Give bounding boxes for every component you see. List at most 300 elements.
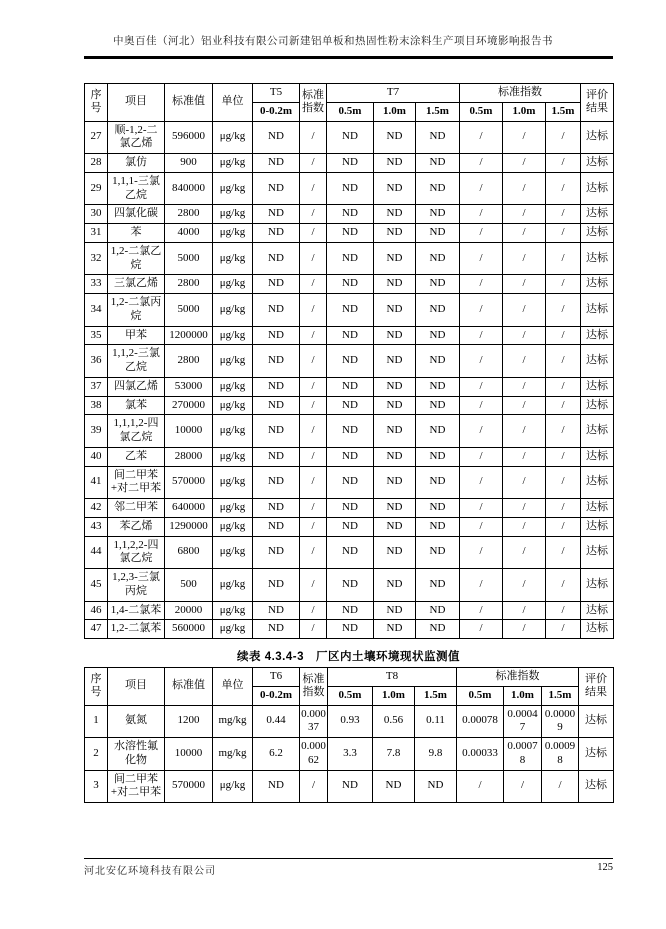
cell: 53000: [165, 377, 213, 396]
cell: 29: [85, 172, 108, 205]
cell: μg/kg: [213, 326, 253, 345]
cell: /: [503, 415, 546, 448]
cell: /: [460, 601, 503, 620]
cell: ND: [416, 154, 460, 173]
cell: ND: [374, 172, 416, 205]
cell: 560000: [165, 620, 213, 639]
table-row: [85, 620, 614, 639]
table-row: [85, 447, 614, 466]
cell: ND: [327, 172, 374, 205]
soil-monitoring-table-2: [84, 667, 614, 803]
cell: 40: [85, 447, 108, 466]
cell: ND: [253, 396, 300, 415]
cell: 1,1,2,2-四氯乙烷: [108, 536, 165, 569]
cell: ND: [374, 569, 416, 602]
cell: ND: [374, 499, 416, 518]
cell: 达标: [581, 415, 614, 448]
cell: μg/kg: [213, 275, 253, 294]
cell: ND: [416, 517, 460, 536]
cell: 0.11: [415, 705, 457, 738]
cell: μg/kg: [213, 345, 253, 378]
cell: ND: [416, 121, 460, 154]
cell: ND: [374, 224, 416, 243]
cell: /: [546, 172, 581, 205]
cell: ND: [253, 172, 300, 205]
cell: ND: [327, 326, 374, 345]
cell: 达标: [581, 620, 614, 639]
cell: 596000: [165, 121, 213, 154]
cell: ND: [416, 242, 460, 275]
col-header-standard-index-group: 标准指数: [460, 84, 581, 103]
cell: 间二甲苯+对二甲苯: [108, 770, 165, 803]
cell: ND: [416, 536, 460, 569]
cell: ND: [253, 121, 300, 154]
table-row: [85, 517, 614, 536]
cell: 0.56: [373, 705, 415, 738]
cell: 苯: [108, 224, 165, 243]
cell: 10000: [165, 738, 213, 771]
cell: /: [503, 326, 546, 345]
cell: ND: [327, 242, 374, 275]
cell: 3: [85, 770, 108, 803]
cell: 达标: [581, 377, 614, 396]
cell: ND: [327, 536, 374, 569]
col-header-depth-1-5: 1.5m: [416, 102, 460, 121]
cell: ND: [253, 517, 300, 536]
cell: ND: [416, 466, 460, 499]
cell: 达标: [581, 536, 614, 569]
cell: μg/kg: [213, 466, 253, 499]
cell: 570000: [165, 466, 213, 499]
cell: 达标: [581, 154, 614, 173]
col-header-sample-t8: T8: [328, 668, 457, 687]
cell: /: [300, 326, 327, 345]
cell: 三氯乙烯: [108, 275, 165, 294]
cell: 41: [85, 466, 108, 499]
cell: μg/kg: [213, 294, 253, 327]
cell: μg/kg: [213, 569, 253, 602]
cell: 1290000: [165, 517, 213, 536]
cell: 1,1,1,2-四氯乙烷: [108, 415, 165, 448]
col-header-depth-surface: 0-0.2m: [253, 686, 300, 705]
cell: ND: [253, 415, 300, 448]
cell: 达标: [581, 447, 614, 466]
cell: 2: [85, 738, 108, 771]
cell: ND: [374, 415, 416, 448]
cell: ND: [253, 294, 300, 327]
cell: ND: [416, 345, 460, 378]
cell: 达标: [581, 294, 614, 327]
page-content: [84, 83, 613, 803]
col-header-standard-index-group: 标准指数: [457, 668, 579, 687]
cell: 570000: [165, 770, 213, 803]
cell: 达标: [579, 770, 614, 803]
cell: /: [460, 154, 503, 173]
cell: ND: [416, 447, 460, 466]
cell: /: [300, 205, 327, 224]
cell: /: [503, 294, 546, 327]
cell: ND: [253, 224, 300, 243]
cell: 9.8: [415, 738, 457, 771]
cell: /: [300, 601, 327, 620]
cell: ND: [327, 499, 374, 518]
cell: 0.00078: [457, 705, 504, 738]
cell: ND: [416, 396, 460, 415]
cell: 达标: [581, 224, 614, 243]
cell: /: [460, 499, 503, 518]
cell: 达标: [581, 172, 614, 205]
cell: ND: [327, 517, 374, 536]
cell: 1,1,2-三氯乙烷: [108, 345, 165, 378]
cell: 7.8: [373, 738, 415, 771]
cell: 顺-1,2-二氯乙烯: [108, 121, 165, 154]
cell: /: [300, 466, 327, 499]
table-row: [85, 377, 614, 396]
cell: /: [546, 345, 581, 378]
cell: ND: [253, 275, 300, 294]
cell: ND: [253, 242, 300, 275]
table-row: [85, 601, 614, 620]
cell: /: [460, 172, 503, 205]
table-1-header: [85, 84, 614, 122]
cell: /: [546, 517, 581, 536]
cell: /: [460, 620, 503, 639]
cell: μg/kg: [213, 377, 253, 396]
cell: ND: [374, 326, 416, 345]
cell: μg/kg: [213, 499, 253, 518]
col-header-depth-surface: 0-0.2m: [253, 102, 300, 121]
cell: /: [300, 154, 327, 173]
cell: μg/kg: [213, 172, 253, 205]
cell: /: [546, 377, 581, 396]
cell: ND: [374, 294, 416, 327]
cell: ND: [327, 275, 374, 294]
cell: ND: [374, 536, 416, 569]
cell: 1,4-二氯苯: [108, 601, 165, 620]
cell: /: [546, 447, 581, 466]
cell: /: [460, 326, 503, 345]
cell: /: [546, 536, 581, 569]
cell: /: [300, 224, 327, 243]
table-1-body: [85, 121, 614, 639]
cell: 900: [165, 154, 213, 173]
cell: 0.93: [328, 705, 373, 738]
cell: /: [503, 205, 546, 224]
cell: /: [460, 205, 503, 224]
cell: ND: [374, 447, 416, 466]
cell: 5000: [165, 242, 213, 275]
cell: ND: [253, 601, 300, 620]
table-row: [85, 705, 614, 738]
cell: ND: [327, 396, 374, 415]
table-row: [85, 224, 614, 243]
document-header-title: 中奥百佳（河北）铝业科技有限公司新建铝单板和热固性粉末涂料生产项目环境影响报告书: [113, 36, 553, 47]
cell: ND: [253, 345, 300, 378]
cell: /: [546, 601, 581, 620]
col-header-depth-1-5: 1.5m: [415, 686, 457, 705]
cell: ND: [374, 377, 416, 396]
cell: μg/kg: [213, 396, 253, 415]
table-2-body: [85, 705, 614, 803]
cell: 苯乙烯: [108, 517, 165, 536]
cell: /: [503, 517, 546, 536]
cell: 乙苯: [108, 447, 165, 466]
cell: 0.00062: [300, 738, 328, 771]
cell: /: [457, 770, 504, 803]
col-header-depth-1-0: 1.0m: [373, 686, 415, 705]
col-header-standard-value: 标准值: [165, 84, 213, 122]
cell: /: [546, 242, 581, 275]
cell: 270000: [165, 396, 213, 415]
col-header-standard-index: 标准指数: [300, 84, 327, 122]
cell: ND: [374, 205, 416, 224]
cell: ND: [327, 121, 374, 154]
cell: /: [460, 224, 503, 243]
cell: ND: [253, 447, 300, 466]
cell: 38: [85, 396, 108, 415]
cell: 0.44: [253, 705, 300, 738]
cell: ND: [416, 377, 460, 396]
cell: 34: [85, 294, 108, 327]
cell: 44: [85, 536, 108, 569]
cell: /: [546, 275, 581, 294]
col-header-index-depth-1-0: 1.0m: [503, 102, 546, 121]
cell: ND: [253, 377, 300, 396]
cell: /: [300, 499, 327, 518]
cell: ND: [416, 326, 460, 345]
cell: 42: [85, 499, 108, 518]
cell: ND: [327, 601, 374, 620]
cell: μg/kg: [213, 770, 253, 803]
cell: /: [503, 242, 546, 275]
cell: /: [460, 536, 503, 569]
cell: ND: [327, 205, 374, 224]
cell: /: [503, 620, 546, 639]
table-2-header: [85, 668, 614, 706]
cell: 邻二甲苯: [108, 499, 165, 518]
cell: 0.00078: [504, 738, 542, 771]
cell: μg/kg: [213, 447, 253, 466]
cell: /: [300, 569, 327, 602]
cell: μg/kg: [213, 536, 253, 569]
cell: 达标: [581, 569, 614, 602]
cell: 0.00098: [542, 738, 579, 771]
cell: /: [546, 569, 581, 602]
cell: 氯苯: [108, 396, 165, 415]
cell: /: [460, 396, 503, 415]
cell: /: [503, 447, 546, 466]
cell: 10000: [165, 415, 213, 448]
cell: /: [300, 415, 327, 448]
cell: /: [460, 377, 503, 396]
cell: ND: [327, 447, 374, 466]
cell: ND: [416, 620, 460, 639]
col-header-seq: 序号: [85, 84, 108, 122]
cell: ND: [327, 466, 374, 499]
cell: /: [460, 345, 503, 378]
cell: 1200: [165, 705, 213, 738]
cell: /: [300, 172, 327, 205]
cell: 36: [85, 345, 108, 378]
cell: 2800: [165, 345, 213, 378]
cell: 达标: [581, 205, 614, 224]
cell: 20000: [165, 601, 213, 620]
cell: 4000: [165, 224, 213, 243]
cell: /: [503, 601, 546, 620]
cell: 28000: [165, 447, 213, 466]
cell: /: [300, 377, 327, 396]
cell: ND: [416, 205, 460, 224]
cell: /: [503, 345, 546, 378]
cell: 45: [85, 569, 108, 602]
cell: /: [300, 396, 327, 415]
cell: μg/kg: [213, 242, 253, 275]
cell: ND: [416, 569, 460, 602]
cell: ND: [327, 154, 374, 173]
cell: /: [546, 205, 581, 224]
cell: 达标: [581, 121, 614, 154]
cell: /: [460, 121, 503, 154]
cell: ND: [253, 770, 300, 803]
cell: μg/kg: [213, 224, 253, 243]
cell: /: [546, 326, 581, 345]
cell: 达标: [581, 396, 614, 415]
table-row: [85, 536, 614, 569]
table-row: [85, 770, 614, 803]
cell: /: [546, 121, 581, 154]
cell: /: [460, 447, 503, 466]
cell: ND: [374, 121, 416, 154]
cell: ND: [374, 242, 416, 275]
col-header-depth-1-0: 1.0m: [374, 102, 416, 121]
table-row: [85, 569, 614, 602]
cell: 四氯乙烯: [108, 377, 165, 396]
cell: /: [460, 569, 503, 602]
cell: 四氯化碳: [108, 205, 165, 224]
cell: /: [300, 294, 327, 327]
header-rule: [84, 56, 613, 59]
cell: μg/kg: [213, 415, 253, 448]
cell: ND: [416, 224, 460, 243]
cell: 31: [85, 224, 108, 243]
cell: 2800: [165, 205, 213, 224]
cell: ND: [327, 415, 374, 448]
cell: mg/kg: [213, 705, 253, 738]
cell: 0.00033: [457, 738, 504, 771]
cell: 35: [85, 326, 108, 345]
col-header-depth-0-5: 0.5m: [327, 102, 374, 121]
cell: ND: [374, 620, 416, 639]
cell: 甲苯: [108, 326, 165, 345]
cell: 氯仿: [108, 154, 165, 173]
cell: ND: [374, 517, 416, 536]
cell: ND: [416, 415, 460, 448]
cell: ND: [253, 326, 300, 345]
cell: /: [300, 242, 327, 275]
cell: μg/kg: [213, 154, 253, 173]
cell: /: [300, 517, 327, 536]
cell: 28: [85, 154, 108, 173]
cell: 500: [165, 569, 213, 602]
cell: 达标: [579, 705, 614, 738]
cell: ND: [327, 620, 374, 639]
cell: ND: [253, 466, 300, 499]
cell: /: [503, 275, 546, 294]
cell: 达标: [579, 738, 614, 771]
cell: /: [546, 415, 581, 448]
cell: /: [460, 275, 503, 294]
cell: /: [300, 275, 327, 294]
table-row: [85, 294, 614, 327]
cell: 5000: [165, 294, 213, 327]
cell: 0.00047: [504, 705, 542, 738]
cell: /: [300, 345, 327, 378]
cell: 氨氮: [108, 705, 165, 738]
table-row: [85, 154, 614, 173]
cell: 达标: [581, 466, 614, 499]
cell: μg/kg: [213, 601, 253, 620]
soil-monitoring-table-1: [84, 83, 614, 639]
table-row: [85, 738, 614, 771]
cell: ND: [328, 770, 373, 803]
cell: /: [546, 224, 581, 243]
cell: 6.2: [253, 738, 300, 771]
cell: 1,2-二氯丙烷: [108, 294, 165, 327]
cell: 640000: [165, 499, 213, 518]
table-row: [85, 172, 614, 205]
cell: ND: [253, 205, 300, 224]
cell: /: [546, 154, 581, 173]
footer-company: 河北安亿环境科技有限公司: [84, 866, 216, 878]
cell: ND: [374, 396, 416, 415]
table-row: [85, 345, 614, 378]
cell: /: [503, 121, 546, 154]
col-header-index-depth-0-5: 0.5m: [460, 102, 503, 121]
cell: ND: [253, 620, 300, 639]
cell: 840000: [165, 172, 213, 205]
cell: 达标: [581, 326, 614, 345]
cell: ND: [327, 345, 374, 378]
cell: 47: [85, 620, 108, 639]
table-row: [85, 275, 614, 294]
cell: /: [503, 536, 546, 569]
cell: /: [546, 620, 581, 639]
col-header-depth-0-5: 0.5m: [328, 686, 373, 705]
cell: /: [300, 536, 327, 569]
cell: /: [503, 499, 546, 518]
table-row: [85, 415, 614, 448]
cell: μg/kg: [213, 620, 253, 639]
cell: /: [460, 294, 503, 327]
cell: 水溶性氟化物: [108, 738, 165, 771]
cell: 30: [85, 205, 108, 224]
col-header-index-depth-1-5: 1.5m: [546, 102, 581, 121]
cell: /: [300, 121, 327, 154]
cell: ND: [373, 770, 415, 803]
cell: /: [503, 396, 546, 415]
table-row: [85, 466, 614, 499]
cell: /: [503, 154, 546, 173]
cell: 达标: [581, 517, 614, 536]
cell: 33: [85, 275, 108, 294]
cell: /: [460, 415, 503, 448]
cell: 0.00009: [542, 705, 579, 738]
continuation-table-title: 续表 4.3.4-3 厂区内土壤环境现状监测值: [237, 651, 460, 663]
col-header-item: 项目: [108, 84, 165, 122]
table-row: [85, 205, 614, 224]
cell: 达标: [581, 499, 614, 518]
cell: /: [503, 569, 546, 602]
